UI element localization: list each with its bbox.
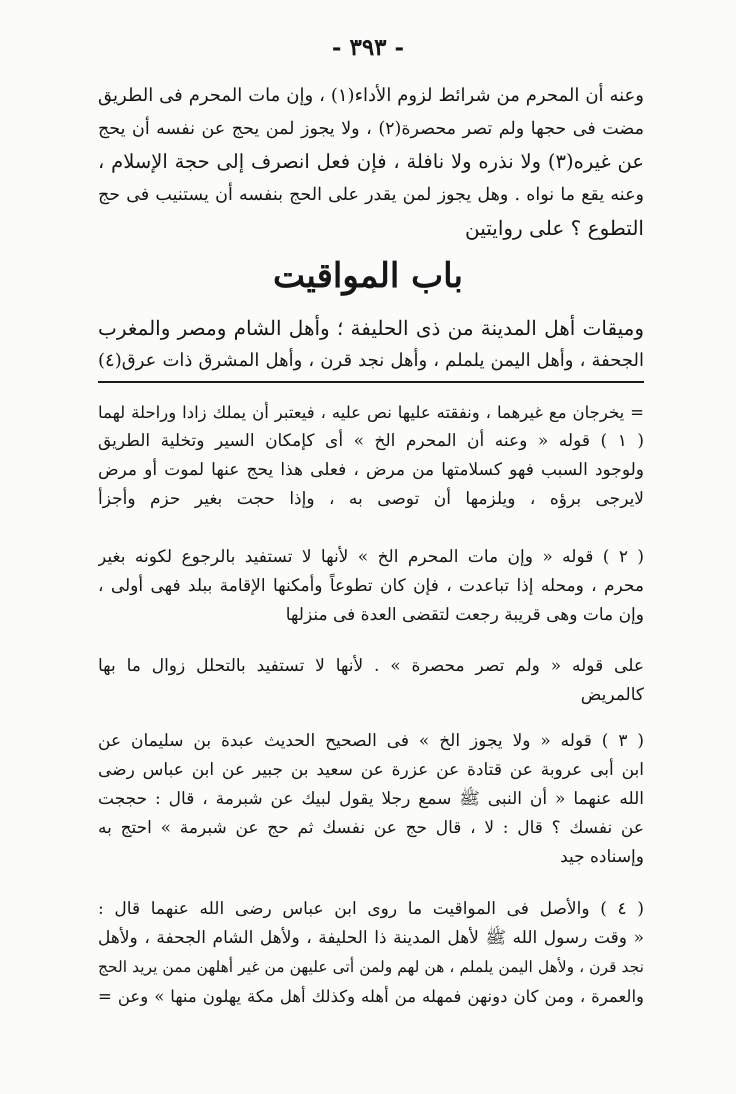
footnote-line: ( ٣ ) قوله « ولا يجوز الخ » فى الصحيح الحديث عبدة بن سليمان عن bbox=[98, 731, 644, 751]
main-line: عن غيره(٣) ولا نذره ولا نافلة ، فإن فعل انصرف إلى حجة الإسلام ، bbox=[98, 150, 644, 173]
footnote-line: وإسناده جيد bbox=[560, 847, 644, 867]
footnote-line: ابن أبى عروبة عن قتادة عن عزرة عن سعيد بن جبير عن ابن عباس رضى bbox=[98, 760, 644, 780]
main-line: الجحفة ، وأهل اليمن يلملم ، وأهل نجد قرن ، وأهل المشرق ذات عرق(٤) bbox=[98, 350, 644, 371]
footnote-line: ولوجود السبب فهو كسلامتها من مرض ، فعلى هذا يحج عنها لموت أو مرض bbox=[98, 460, 644, 480]
chapter-title: باب المواقيت bbox=[272, 256, 464, 296]
main-line: وعنه يقع ما نواه . وهل يجوز لمن يقدر على الحج بنفسه أن يستنيب فى حج bbox=[98, 185, 644, 205]
footnote-divider bbox=[98, 381, 644, 383]
footnote-line: عن نفسك ؟ قال : لا ، قال حج عن نفسك ثم حج عن شبرمة » احتج به bbox=[98, 818, 644, 838]
footnote-line: محرم ، ومحله إذا تباعدت ، فإن كان تطوعاً وأمكنها الإقامة ببلد فهى أولى ، bbox=[98, 576, 644, 596]
main-line: مضت فى حجها ولم تصر محصرة(٢) ، ولا يجوز لمن يحج عن نفسه أن يحج bbox=[98, 119, 644, 139]
footnote-line: = يخرجان مع غيرهما ، ونفقته عليها نص عليه ، فيعتبر أن يملك زادا وراحلة لهما bbox=[98, 403, 644, 422]
footnote-line: نجد قرن ، ولأهل اليمن يلملم ، هن لهم ولمن أتى عليهن من غير أهلهن ممن يريد الحج bbox=[98, 958, 644, 976]
footnote-line: وإن مات وهى قريبة رجعت لتقضى العدة فى منزلها bbox=[285, 605, 644, 625]
main-line: التطوع ؟ على روايتين bbox=[464, 216, 644, 240]
footnote-line: « وقت رسول الله ﷺ لأهل المدينة ذا الحليفة ، ولأهل الشام الجحفة ، ولأهل bbox=[98, 928, 644, 948]
footnote-line: والعمرة ، ومن كان دونهن فمهله من أهله وكذلك أهل مكة يهلون منها » وعن = bbox=[98, 987, 644, 1006]
page-number: - ٣٩٣ - bbox=[331, 34, 405, 61]
footnote-line: على قوله « ولم تصر محصرة » . لأنها لا تستفيد بالتحلل زوال ما بها bbox=[98, 656, 644, 676]
footnote-line: ( ١ ) قوله « وعنه أن المحرم الخ » أى كإمكان السير وتخلية الطريق bbox=[98, 431, 644, 451]
footnote-line: ( ٢ ) قوله « وإن مات المحرم الخ » لأنها لا تستفيد بالرجوع لكونه بغير bbox=[98, 547, 644, 567]
footnote-line: كالمريض bbox=[580, 685, 644, 705]
footnote-line: لايرجى برؤه ، ويلزمها أن توصى به ، وإذا حجت بغير حزم وأجزأ bbox=[98, 489, 644, 509]
main-line: وميقات أهل المدينة من ذى الحليفة ؛ وأهل الشام ومصر والمغرب bbox=[98, 316, 644, 340]
main-line: وعنه أن المحرم من شرائط لزوم الأداء(١) ، وإن مات المحرم فى الطريق bbox=[98, 85, 644, 106]
footnote-line: ( ٤ ) والأصل فى المواقيت ما روى ابن عباس رضى الله عنهما قال : bbox=[98, 899, 644, 919]
footnote-line: الله عنهما « أن النبى ﷺ سمع رجلا يقول لبيك عن شبرمة ، قال : حججت bbox=[98, 789, 644, 809]
